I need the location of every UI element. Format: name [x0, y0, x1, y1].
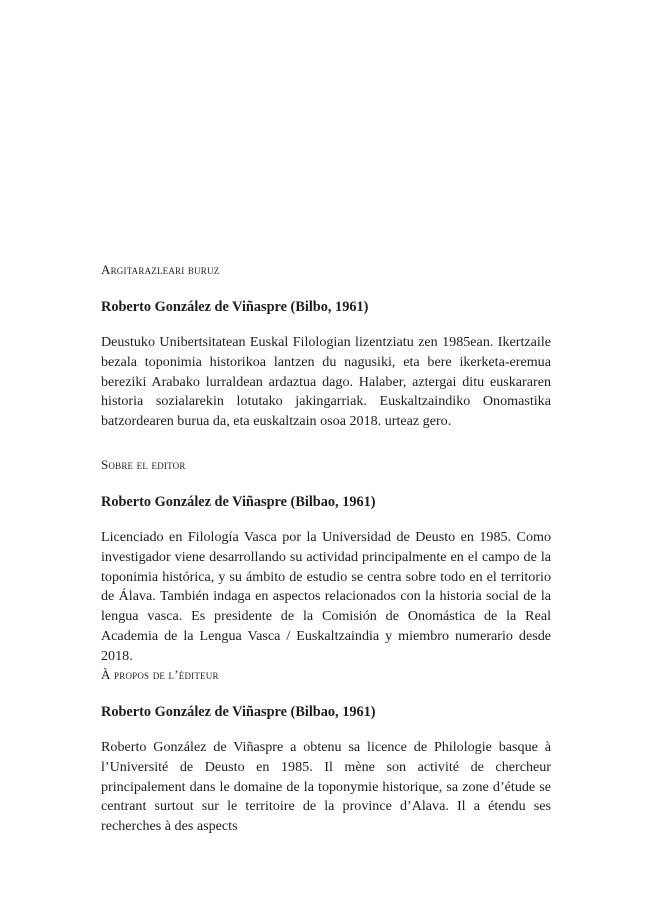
- editor-name: Roberto González de Viñaspre (Bilbo, 1961): [101, 299, 369, 315]
- section-spanish: [101, 457, 551, 667]
- editor-bio: Licenciado en Filología Vasca por la Universidad de Deusto en 1985. Como investigador viene desarrollando su actividad principalmente en el campo de la toponimia histórica, y su ámbito de estudio se centra sobre todo en el territorio de Álava. También indaga en aspectos relacionados con la historia social de la lengua vasca. Es presidente de la Comisión de Onomástica de la Real Academia de la Lengua Vasca / Euskaltzaindia y miembro numerario desde 2018.: [101, 529, 551, 664]
- section-basque: [101, 262, 551, 432]
- page: [101, 0, 551, 919]
- editor-bio: Roberto González de Viñaspre a obtenu sa licence de Philologie basque à l’Université de Deusto en 1985. Il mène son activité de chercheur principalement dans le domaine de la toponymie historique, sa zone d’étude se centrant surtout sur le territoire de la province d’Alava. Il a étendu ses recherches à des aspects: [101, 739, 551, 835]
- section-french: [101, 667, 551, 837]
- editor-name: Roberto González de Viñaspre (Bilbao, 1961): [101, 704, 376, 720]
- section-heading: Sobre el editor: [101, 457, 186, 472]
- section-heading: Argitarazleari buruz: [101, 262, 220, 277]
- section-heading: À propos de l’éditeur: [101, 667, 219, 682]
- editor-bio: Deustuko Unibertsitatean Euskal Filologian lizentziatu zen 1985ean. Ikertzaile bezala toponimia historikoa lantzen du nagusiki, eta bere ikerketa-eremua bereziki Arabako lurraldean ardaztua dago. Halaber, aztergai ditu euskararen historia sozialarekin lotutako jakingarriak. Euskaltzaindiko Onomastika batzordearen burua da, eta euskaltzain osoa 2018. urteaz gero.: [101, 334, 551, 430]
- editor-name: Roberto González de Viñaspre (Bilbao, 1961): [101, 494, 376, 510]
